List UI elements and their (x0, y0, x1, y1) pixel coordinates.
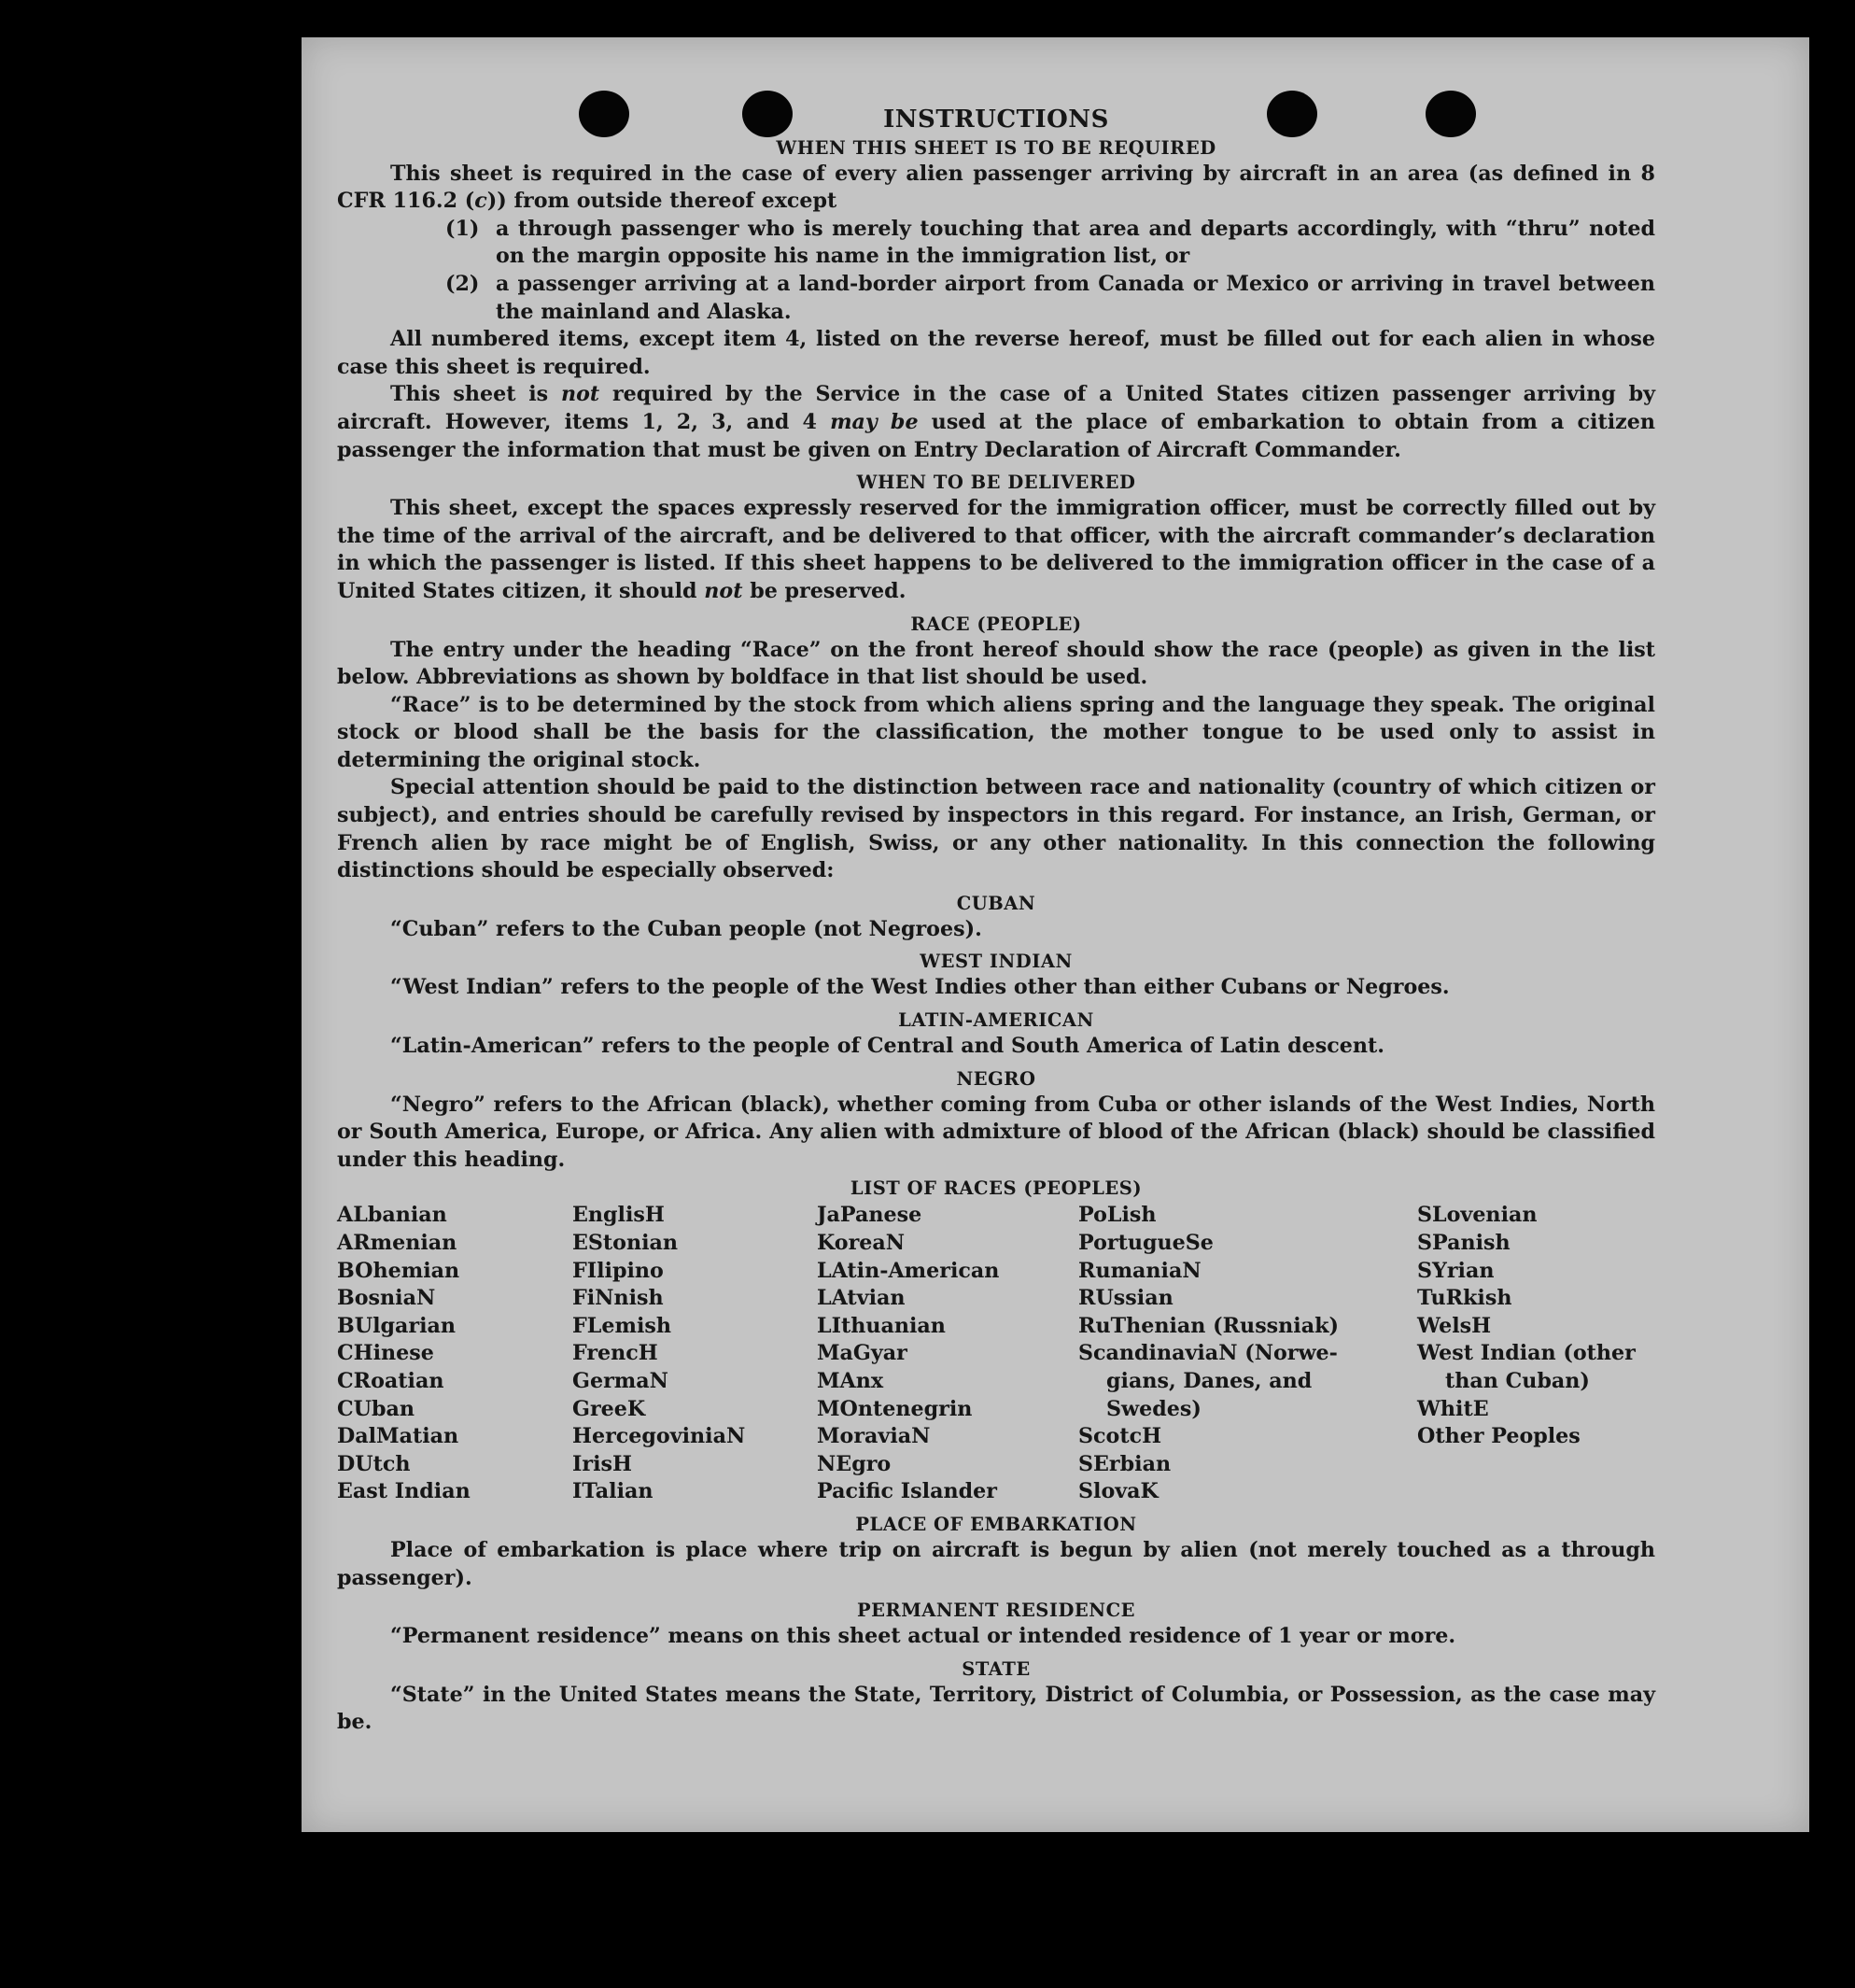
text-span: may be (830, 409, 919, 434)
race-entry: ITalian (572, 1479, 653, 1504)
race-entry: CHinese (337, 1341, 434, 1366)
race-entry-continuation: Swedes) (1106, 1396, 1202, 1421)
text-span: )) from outside thereof except (486, 189, 837, 214)
document-sheet (302, 37, 1809, 1832)
item-text: a passenger arriving at a land-border airport from Canada or Mexico or arriving in travel between the mainland and Alaska. (496, 271, 1655, 324)
page-title: INSTRUCTIONS (883, 106, 1109, 134)
race-entry: West Indian (other (1417, 1341, 1636, 1366)
race-entry: Pacific Islander (817, 1479, 997, 1504)
race-entry: RUssian (1078, 1286, 1173, 1311)
paragraph: All numbered items, except item 4, listed on the reverse hereof, must be filled out for each alien in whose case this sheet is required. (337, 327, 1655, 379)
section-heading: LATIN-AMERICAN (898, 1009, 1094, 1032)
race-entry: MOntenegrin (817, 1396, 973, 1421)
section-heading: NEGRO (956, 1067, 1036, 1090)
race-entry: CUban (337, 1396, 415, 1421)
paragraph: “Permanent residence” means on this sheet actual or intended residence of 1 year or more. (390, 1624, 1456, 1649)
race-entry: RuThenian (Russniak) (1078, 1313, 1339, 1338)
paragraph (337, 495, 1655, 605)
race-entry-continuation: gians, Danes, and (1106, 1368, 1313, 1393)
section-heading: RACE (PEOPLE) (910, 613, 1082, 635)
race-entry: BUlgarian (337, 1313, 457, 1338)
list-item (445, 271, 1655, 326)
list-item (445, 216, 1655, 271)
text-span: This sheet is (390, 382, 561, 407)
paragraph: Special attention should be paid to the distinction between race and nationality (country of which citizen or subject), and entries should be carefully revised by inspectors in this regard. For instance, an Irish, German, or French alien by race might be of English, Swiss, or any other nationality. In this connection the following distinctions should be especially observed: (337, 775, 1655, 883)
paragraph: “Race” is to be determined by the stock from which aliens spring and the language they speak. The original stock or blood shall be the basis for the classification, the mother tongue to be used only to assist in determining the original stock. (337, 692, 1655, 772)
race-entry: HercegoviniaN (572, 1424, 746, 1449)
race-entry: SPanish (1417, 1231, 1511, 1255)
race-entry: FrencH (572, 1341, 658, 1366)
paragraph (337, 161, 1655, 216)
race-entry: SlovaK (1078, 1479, 1159, 1504)
race-entry: Other Peoples (1417, 1424, 1581, 1449)
race-entry: PoLish (1078, 1203, 1157, 1228)
race-entry: WelsH (1417, 1313, 1492, 1338)
section-heading: LIST OF RACES (PEOPLES) (850, 1177, 1143, 1200)
paragraph: “State” in the United States means the State, Territory, District of Columbia, or Possession, as the case may be. (337, 1682, 1655, 1735)
section-heading: PERMANENT RESIDENCE (856, 1600, 1135, 1622)
race-entry: BosniaN (337, 1286, 436, 1311)
race-entry: ARmenian (337, 1231, 457, 1255)
instructions-content (337, 106, 1655, 1737)
text-span: used at the place of embarkation to obtain from a citizen passenger the information that must be given on Entry Declaration of Aircraft Commander. (337, 409, 1655, 462)
item-text: a through passenger who is merely touching that area and departs accordingly, with “thru” noted on the margin opposite his name in the immigration list, or (496, 216, 1655, 269)
race-entry: GermaN (572, 1368, 668, 1393)
text-span: not (560, 382, 600, 407)
race-entry: ScotcH (1078, 1424, 1162, 1449)
section-heading: CUBAN (956, 892, 1036, 914)
text-span: This sheet, except the spaces expressly reserved for the immigration officer, must be correctly filled out by the time of the arrival of the aircraft, and be delivered to that officer, with the aircraft commander’s declaration in which the passenger is listed. If this sheet happens to be delivered to the immigration officer in the case of a United States citizen, it should (337, 496, 1655, 603)
section-heading: PLACE OF EMBARKATION (855, 1513, 1137, 1535)
text-span: This sheet is required in the case of every alien passenger arriving by aircraft in an area (as defined in 8 CFR 116.2 ( (337, 161, 1655, 214)
paragraph: The entry under the heading “Race” on the front hereof should show the race (people) as given in the list below. Abbreviations as shown by boldface in that list should be used. (337, 637, 1655, 690)
race-entry: TuRkish (1417, 1286, 1512, 1311)
section-heading: STATE (962, 1657, 1031, 1680)
text-span: c (474, 189, 487, 214)
paragraph: Place of embarkation is place where trip on aircraft is begun by alien (not merely touched as a through passenger). (337, 1537, 1655, 1590)
race-entry: ScandinaviaN (Norwe- (1078, 1341, 1338, 1366)
race-entry: FIlipino (572, 1258, 664, 1283)
races-column (817, 1202, 1078, 1506)
race-entry: MAnx (817, 1368, 884, 1393)
race-entry: SLovenian (1417, 1203, 1538, 1228)
race-entry: JaPanese (817, 1203, 922, 1228)
paragraph: “West Indian” refers to the people of the West Indies other than either Cubans or Negroes. (390, 975, 1450, 1000)
race-entry: ALbanian (337, 1203, 447, 1228)
paragraph: “Cuban” refers to the Cuban people (not Negroes). (390, 916, 982, 941)
race-entry: IrisH (572, 1451, 632, 1476)
race-entry: LAtvian (817, 1286, 906, 1311)
race-entry: NEgro (817, 1451, 892, 1476)
section-heading: WHEN TO BE DELIVERED (856, 472, 1136, 494)
race-entry: PortugueSe (1078, 1231, 1214, 1255)
race-entry: GreeK (572, 1396, 646, 1421)
section-heading: WHEN THIS SHEET IS TO BE REQUIRED (776, 136, 1216, 159)
text-span: be preserved. (742, 578, 906, 603)
race-entry: MoraviaN (817, 1424, 931, 1449)
race-entry: DalMatian (337, 1424, 459, 1449)
race-entry: DUtch (337, 1451, 411, 1476)
paragraph: “Negro” refers to the African (black), whether coming from Cuba or other islands of the West Indies, North or South America, Europe, or Africa. Any alien with admixture of blood of the African (black) should be classified under this heading. (337, 1092, 1655, 1172)
races-column (337, 1202, 572, 1506)
races-column (572, 1202, 817, 1506)
race-entry: SYrian (1417, 1258, 1495, 1283)
text-span: not (704, 578, 743, 603)
race-entry: MaGyar (817, 1341, 907, 1366)
race-entry: EnglisH (572, 1203, 665, 1228)
race-entry: FiNnish (572, 1286, 664, 1311)
text-span: required by the Service in the case of a United States citizen passenger arriving by aircraft. However, items 1, 2, 3, and 4 (337, 382, 1655, 434)
paragraph: “Latin-American” refers to the people of Central and South America of Latin descent. (390, 1034, 1384, 1059)
race-entry: LAtin-American (817, 1258, 1000, 1283)
race-entry-continuation: than Cuban) (1445, 1368, 1590, 1393)
race-entry: SErbian (1078, 1451, 1172, 1476)
race-entry: BOhemian (337, 1258, 460, 1283)
section-heading: WEST INDIAN (920, 951, 1073, 973)
race-entry: LIthuanian (817, 1313, 946, 1338)
race-entry: RumaniaN (1078, 1258, 1202, 1283)
race-entry: WhitE (1417, 1396, 1489, 1421)
races-column (1417, 1202, 1655, 1506)
race-entry: East Indian (337, 1479, 471, 1504)
race-entry: KoreaN (817, 1231, 906, 1255)
race-entry: CRoatian (337, 1368, 444, 1393)
race-entry: FLemish (572, 1313, 671, 1338)
item-number: (2) (445, 271, 480, 296)
races-list (337, 1202, 1655, 1506)
paragraph (337, 381, 1655, 464)
item-number: (1) (445, 216, 480, 241)
race-entry: EStonian (572, 1231, 679, 1255)
races-column (1078, 1202, 1417, 1506)
